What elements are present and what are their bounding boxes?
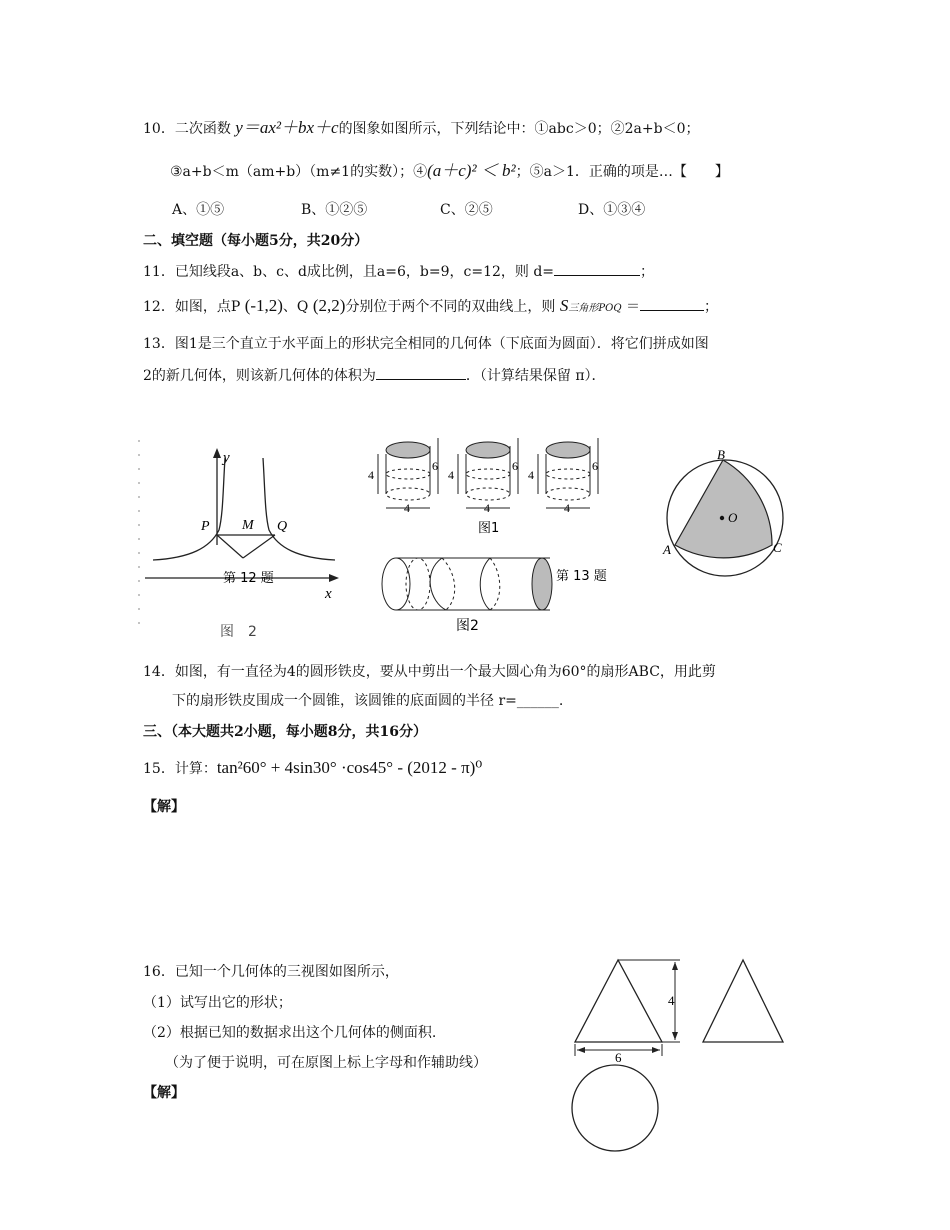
- cyl-dim-base: 4: [564, 501, 570, 515]
- fig12-Q: Q: [277, 519, 288, 534]
- cyl-dim-6: 6: [512, 459, 518, 473]
- cyl-dim-4: 4: [368, 468, 374, 482]
- fig14-A: A: [663, 542, 671, 557]
- q10-choice-d: D、①③④: [578, 202, 646, 218]
- three-view-figure: [565, 950, 805, 1155]
- q16-line1: 16．已知一个几何体的三视图如图所示，: [143, 964, 399, 980]
- figure-12: [135, 430, 350, 645]
- front-view-triangle: [575, 960, 662, 1042]
- fig14-B: B: [717, 448, 725, 462]
- cyl-dim-6: 6: [592, 459, 598, 473]
- q16-line4: （为了便于说明，可在原图上标上字母和作辅助线）: [165, 1055, 487, 1071]
- q10-choice-b: B、①②⑤: [301, 202, 368, 218]
- top-view-circle: [572, 1065, 658, 1151]
- q16-answer: 【解】: [143, 1085, 185, 1101]
- side-view-triangle: [703, 960, 783, 1042]
- fig13-cap2: 图2: [456, 618, 479, 634]
- cyl-dim-6: 6: [432, 459, 438, 473]
- q13-line1: 13．图1是三个直立于水平面上的形状完全相同的几何体（下底面为圆面）．将它们拼成如图: [143, 336, 709, 352]
- section2-heading: 二、填空题（每小题5分，共20分）: [143, 233, 369, 249]
- q16-line2: （1）试写出它的形状；: [143, 995, 292, 1011]
- q14-line2: 下的扇形铁皮围成一个圆锥，该圆锥的底面圆的半径 r=______.: [172, 693, 564, 709]
- fig13-cap1: 图1: [478, 521, 500, 536]
- cyl-top: [466, 442, 510, 458]
- dim-width: 6: [615, 1050, 622, 1065]
- cyl-dim-4: 4: [528, 468, 534, 482]
- q15: 15．计算：tan²60° + 4sin30° ·cos45° - (2012 - π)⁰: [143, 758, 483, 777]
- cyl-top: [386, 442, 430, 458]
- q10-line1: 10．二次函数 y＝ax²＋bx＋c的图象如图所示，下列结论中：①abc＞0；②2a+b＜0；: [143, 118, 700, 137]
- cyl-top: [546, 442, 590, 458]
- q15-answer: 【解】: [143, 799, 185, 815]
- fig12-label: 图 2: [220, 624, 257, 640]
- fig12-P: P: [201, 519, 210, 534]
- cyl-dim-base: 4: [404, 501, 410, 515]
- section3-heading: 三、（本大题共2小题，每小题8分，共16分）: [143, 724, 427, 740]
- figure-14: [655, 448, 795, 588]
- fig12-caption: 第 12 题: [223, 571, 274, 586]
- figure-13: [360, 432, 630, 642]
- fig14-C: C: [773, 540, 782, 555]
- q10-formula: y＝ax²＋bx＋c: [235, 118, 339, 137]
- dim-height: 4: [668, 993, 675, 1008]
- q16-line3: （2）根据已知的数据求出这个几何体的侧面积.: [143, 1025, 437, 1041]
- q12: 12．如图，点P (-1,2)、Q (2,2)分别位于两个不同的双曲线上，则 S三角形POQ ＝ ；: [143, 296, 718, 315]
- cyl-dim-4: 4: [448, 468, 454, 482]
- q14-line1: 14．如图，有一直径为4的圆形铁皮，要从中剪出一个最大圆心角为60°的扇形ABC，用此剪: [143, 664, 716, 680]
- q10-choice-a: A、①⑤: [172, 202, 225, 218]
- fig13-caption: 第 13 题: [556, 569, 607, 584]
- q10-line2: ③a+b＜m（am+b）（m≠1的实数）；④(a＋c)² ＜ b²；⑤a＞1．正确的项是…【 】: [170, 161, 729, 180]
- fig12-M: M: [242, 518, 254, 533]
- q10-formula2: (a＋c)² ＜ b²: [427, 161, 516, 180]
- cyl-dim-base: 4: [484, 501, 490, 515]
- fig12-y-label: y: [223, 450, 230, 466]
- q13-line2: 2的新几何体，则该新几何体的体积为 ．（计算结果保留 π）．: [143, 365, 606, 386]
- fig12-x-label: x: [325, 586, 332, 602]
- q11: 11．已知线段a、b、c、d成比例，且a=6，b=9，c=12，则 d= ；: [143, 261, 654, 282]
- fig14-O: O: [728, 510, 738, 525]
- q10-choice-c: C、②⑤: [440, 202, 493, 218]
